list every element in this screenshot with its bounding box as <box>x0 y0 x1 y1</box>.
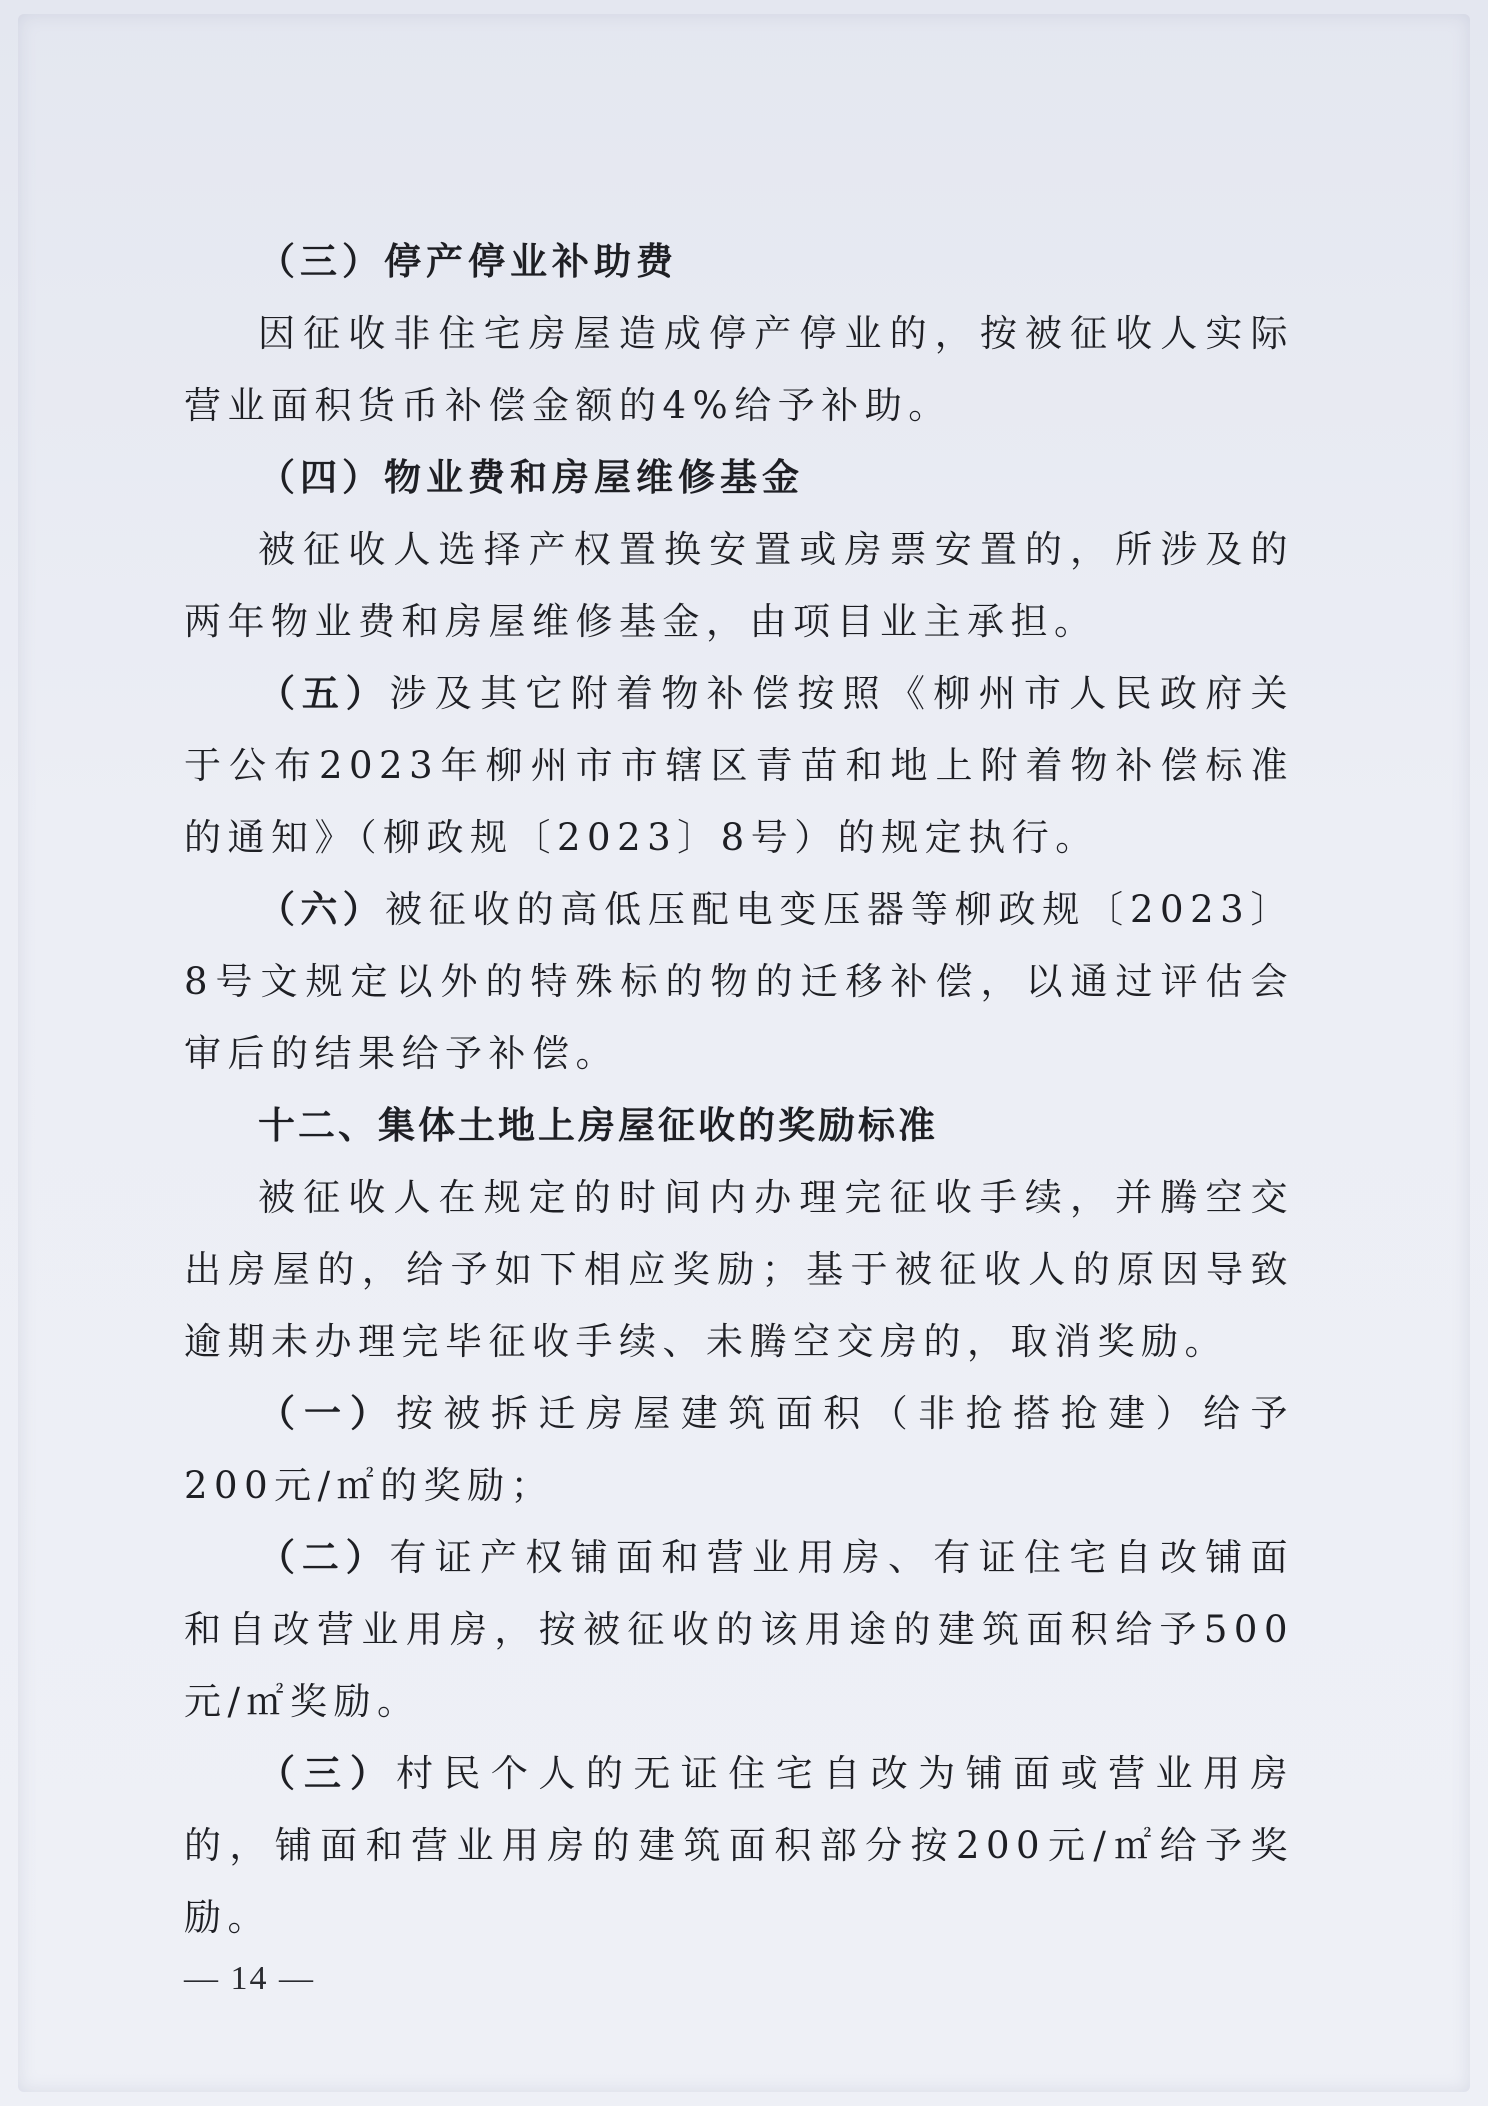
paragraph-text: 有证产权铺面和营业用房、有证住宅自改铺面和自改营业用房，按被征收的该用途的建筑面积给予500元/㎡奖励。 <box>184 1536 1295 1723</box>
paragraph-special-objects <box>184 874 1294 1090</box>
paragraph-text: （三）停产停业补助费 <box>258 240 678 283</box>
paragraph-stop-production-subsidy <box>184 298 1294 442</box>
paragraph-text: 被征收人选择产权置换安置或房票安置的，所涉及的两年物业费和房屋维修基金，由项目业主承担。 <box>184 528 1294 643</box>
paragraph-text: 村民个人的无证住宅自改为铺面或营业用房的，铺面和营业用房的建筑面积部分按200元/㎡给予奖励。 <box>184 1752 1295 1939</box>
section-heading-stop-production-subsidy <box>184 226 1294 298</box>
document-body <box>184 226 1294 1954</box>
section-heading-property-fee <box>184 442 1294 514</box>
paragraph-reward-item-2 <box>184 1522 1294 1738</box>
paragraph-label: （六） <box>258 888 385 931</box>
paragraph-label: （五） <box>258 672 390 715</box>
paragraph-label: （二） <box>258 1536 390 1579</box>
paragraph-text: 涉及其它附着物补偿按照《柳州市人民政府关于公布2023年柳州市市辖区青苗和地上附着物补偿标准的通知》（柳政规〔2023〕8号）的规定执行。 <box>184 672 1295 859</box>
paragraph-text: 被征收人在规定的时间内办理完征收手续，并腾空交出房屋的，给予如下相应奖励；基于被征收人的原因导致逾期未办理完毕征收手续、未腾空交房的，取消奖励。 <box>184 1176 1294 1363</box>
paragraph-property-fee <box>184 514 1294 658</box>
paragraph-text: 十二、集体土地上房屋征收的奖励标准 <box>258 1104 938 1147</box>
paragraph-label: （三） <box>258 1752 396 1795</box>
paragraph-reward-item-3 <box>184 1738 1294 1954</box>
paragraph-text: 被征收的高低压配电变压器等柳政规〔2023〕8号文规定以外的特殊标的物的迁移补偿，以通过评估会审后的结果给予补偿。 <box>184 888 1294 1075</box>
page-number: — 14 — <box>184 1960 315 1997</box>
paragraph-label: （一） <box>258 1392 396 1435</box>
paragraph-text: 因征收非住宅房屋造成停产停业的，按被征收人实际营业面积货币补偿金额的4%给予补助。 <box>184 312 1294 427</box>
paragraph-text: 按被拆迁房屋建筑面积（非抢搭抢建）给予200元/㎡的奖励； <box>184 1392 1295 1507</box>
paragraph-attachment-compensation <box>184 658 1294 874</box>
paragraph-text: （四）物业费和房屋维修基金 <box>258 456 804 499</box>
chapter-heading-reward-standard <box>184 1090 1294 1162</box>
paragraph-reward-conditions <box>184 1162 1294 1378</box>
paragraph-reward-item-1 <box>184 1378 1294 1522</box>
